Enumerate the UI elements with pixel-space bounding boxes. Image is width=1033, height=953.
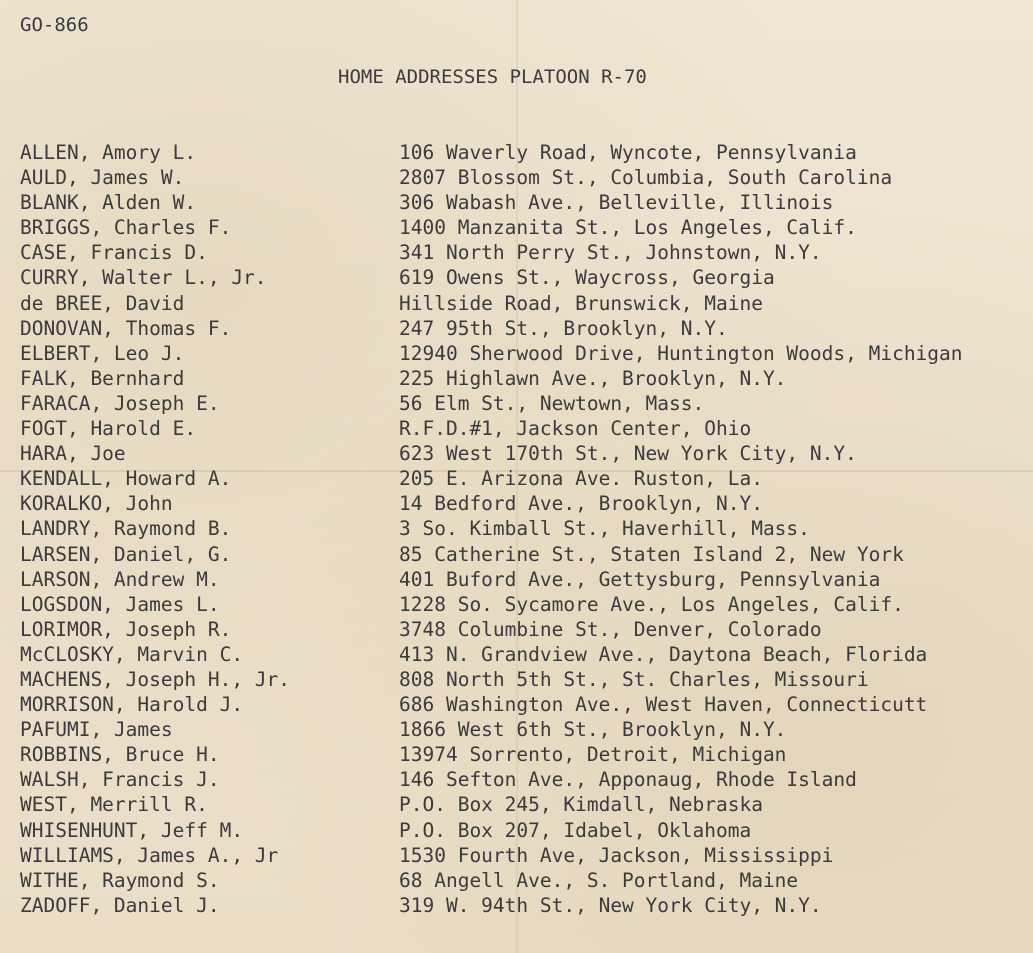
roster-row: [20, 516, 1030, 541]
document-id: GO-866: [20, 14, 89, 36]
roster-row: [20, 792, 1030, 817]
roster-row: [20, 441, 1030, 466]
member-name: MORRISON, Harold J.: [20, 693, 244, 717]
member-address: 14 Bedford Ave., Brooklyn, N.Y.: [399, 492, 763, 516]
member-address: 85 Catherine St., Staten Island 2, New York: [399, 542, 904, 566]
member-name: WITHE, Raymond S.: [20, 868, 220, 892]
member-address: 808 North 5th St., St. Charles, Missouri: [399, 667, 869, 691]
roster-row: [20, 642, 1030, 667]
member-address: 106 Waverly Road, Wyncote, Pennsylvania: [399, 141, 857, 164]
member-name: WHISENHUNT, Jeff M.: [20, 818, 244, 842]
member-name: ROBBINS, Bruce H.: [20, 743, 220, 767]
member-address: 68 Angell Ave., S. Portland, Maine: [399, 868, 799, 892]
member-address: 623 West 170th St., New York City, N.Y.: [399, 442, 857, 466]
member-name: MACHENS, Joseph H., Jr.: [20, 667, 291, 691]
member-name: CURRY, Walter L., Jr.: [20, 266, 267, 290]
member-name: LARSEN, Daniel, G.: [20, 542, 232, 566]
member-name: BLANK, Alden W.: [20, 191, 197, 215]
member-address: 13974 Sorrento, Detroit, Michigan: [399, 743, 787, 767]
member-address: Hillside Road, Brunswick, Maine: [399, 291, 763, 315]
member-name: CASE, Francis D.: [20, 241, 208, 265]
member-address: 56 Elm St., Newtown, Mass.: [399, 391, 705, 415]
member-address: 2807 Blossom St., Columbia, South Carolina: [399, 166, 893, 190]
roster-row: [20, 667, 1030, 692]
member-address: 319 W. 94th St., New York City, N.Y.: [399, 893, 822, 917]
roster-row: [20, 742, 1030, 767]
member-address: 3 So. Kimball St., Haverhill, Mass.: [399, 517, 810, 541]
member-address: 205 E. Arizona Ave. Ruston, La.: [399, 467, 763, 491]
member-name: KORALKO, John: [20, 492, 173, 516]
roster-row: [20, 767, 1030, 792]
member-address: 1400 Manzanita St., Los Angeles, Calif.: [399, 216, 857, 240]
roster-row: [20, 341, 1030, 366]
roster-row: [20, 592, 1030, 617]
member-name: PAFUMI, James: [20, 718, 173, 742]
member-address: P.O. Box 207, Idabel, Oklahoma: [399, 818, 752, 842]
member-name: DONOVAN, Thomas F.: [20, 316, 232, 340]
member-address: 12940 Sherwood Drive, Huntington Woods, Michigan: [399, 341, 963, 365]
member-address: 146 Sefton Ave., Apponaug, Rhode Island: [399, 768, 857, 792]
member-address: 247 95th St., Brooklyn, N.Y.: [399, 316, 728, 340]
member-name: McCLOSKY, Marvin C.: [20, 642, 244, 666]
document-title: HOME ADDRESSES PLATOON R-70: [338, 66, 647, 88]
member-name: AULD, James W.: [20, 166, 185, 190]
member-name: LOGSDON, James L.: [20, 592, 220, 616]
roster-row: [20, 240, 1030, 265]
member-address: 413 N. Grandview Ave., Daytona Beach, Florida: [399, 642, 928, 666]
member-name: HARA, Joe: [20, 442, 126, 466]
roster-row: [20, 265, 1030, 290]
roster-row: [20, 466, 1030, 491]
member-name: WALSH, Francis J.: [20, 768, 220, 792]
member-name: KENDALL, Howard A.: [20, 467, 232, 491]
member-name: BRIGGS, Charles F.: [20, 216, 232, 240]
member-address: 401 Buford Ave., Gettysburg, Pennsylvania: [399, 567, 881, 591]
member-name: de BREE, David: [20, 291, 185, 315]
roster-row: [20, 215, 1030, 240]
member-address: 3748 Columbine St., Denver, Colorado: [399, 617, 822, 641]
roster-row: [20, 416, 1030, 441]
member-name: ELBERT, Leo J.: [20, 341, 185, 365]
member-name: FALK, Bernhard: [20, 366, 185, 390]
member-name: LARSON, Andrew M.: [20, 567, 220, 591]
member-address: 1530 Fourth Ave, Jackson, Mississippi: [399, 843, 834, 867]
member-name: FOGT, Harold E.: [20, 417, 197, 441]
roster-row: [20, 140, 1030, 165]
member-address: 619 Owens St., Waycross, Georgia: [399, 266, 775, 290]
roster-row: [20, 542, 1030, 567]
roster-row: [20, 190, 1030, 215]
member-address: R.F.D.#1, Jackson Center, Ohio: [399, 417, 752, 441]
member-name: LORIMOR, Joseph R.: [20, 617, 232, 641]
member-address: 686 Washington Ave., West Haven, Connecticutt: [399, 693, 928, 717]
address-roster: [20, 140, 1030, 918]
roster-row: [20, 692, 1030, 717]
roster-row: [20, 291, 1030, 316]
roster-row: [20, 843, 1030, 868]
member-address: 306 Wabash Ave., Belleville, Illinois: [399, 191, 834, 215]
roster-row: [20, 165, 1030, 190]
roster-row: [20, 617, 1030, 642]
roster-row: [20, 491, 1030, 516]
member-name: WILLIAMS, James A., Jr: [20, 843, 279, 867]
member-address: 341 North Perry St., Johnstown, N.Y.: [399, 241, 822, 265]
roster-row: [20, 391, 1030, 416]
member-address: P.O. Box 245, Kimdall, Nebraska: [399, 793, 763, 817]
roster-row: [20, 366, 1030, 391]
member-address: 1228 So. Sycamore Ave., Los Angeles, Calif.: [399, 592, 904, 616]
roster-row: [20, 818, 1030, 843]
roster-row: [20, 717, 1030, 742]
roster-row: [20, 893, 1030, 918]
roster-row: [20, 868, 1030, 893]
member-name: ZADOFF, Daniel J.: [20, 893, 220, 917]
member-name: FARACA, Joseph E.: [20, 391, 220, 415]
member-address: 225 Highlawn Ave., Brooklyn, N.Y.: [399, 366, 787, 390]
member-name: LANDRY, Raymond B.: [20, 517, 232, 541]
member-address: 1866 West 6th St., Brooklyn, N.Y.: [399, 718, 787, 742]
member-name: ALLEN, Amory L.: [20, 141, 197, 164]
member-name: WEST, Merrill R.: [20, 793, 208, 817]
roster-row: [20, 316, 1030, 341]
roster-row: [20, 567, 1030, 592]
